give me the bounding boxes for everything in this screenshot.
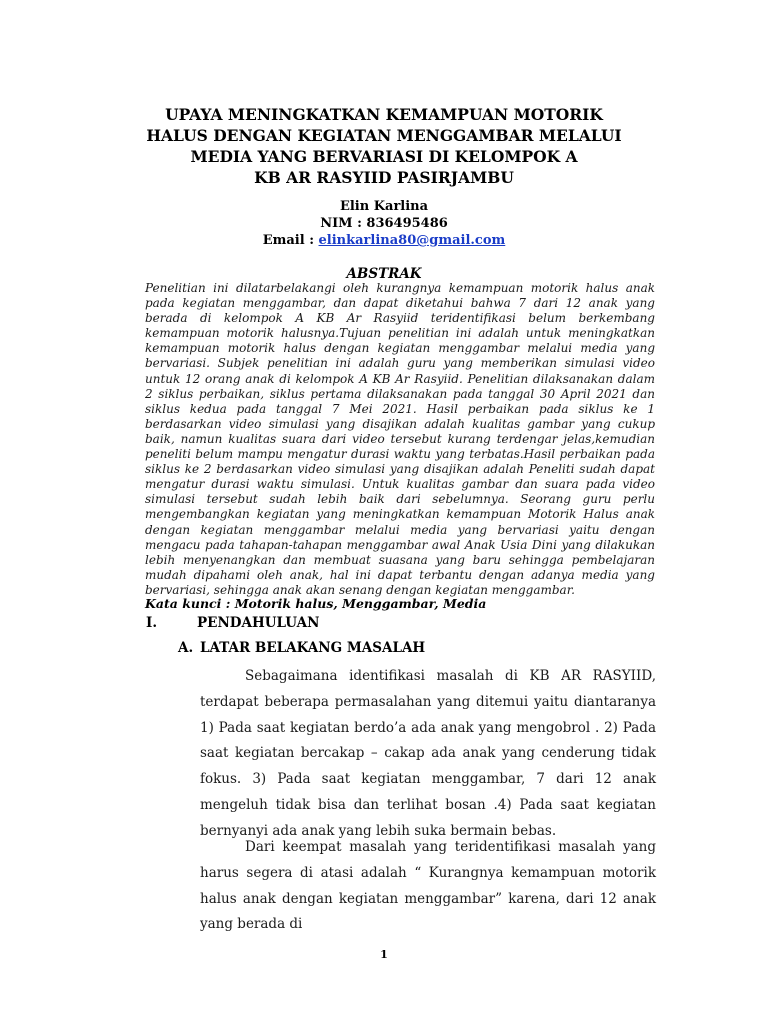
title-line-1: UPAYA MENINGKATKAN KEMAMPUAN MOTORIK — [165, 105, 603, 124]
section-number: I. — [146, 615, 158, 631]
title-line-2: HALUS DENGAN KEGIATAN MENGGAMBAR MELALUI — [146, 126, 622, 145]
author-nim: NIM : 836495486 — [320, 216, 448, 231]
abstract-body: Penelitian ini dilatarbelakangi oleh kurangnya kemampuan motorik halus anak pada kegiatan menggambar, dan dapat diketahui bahwa 7 dari 12 anak yang berada di kelompok A KB Ar Rasyiid teridentifikasi belum berkembang kemampuan motorik halusnya.Tujuan penelitian ini adalah untuk meningkatkan kemampuan motorik halus dengan kegiatan menggambar melalui media yang bervariasi. Subjek penelitian ini adalah guru yang memberikan simulasi video untuk 12 orang anak di kelompok A KB Ar Rasyiid. Penelitian dilaksanakan dalam 2 siklus perbaikan, siklus pertama dilaksanakan pada tanggal 30 April 2021 dan siklus kedua pada tanggal 7 Mei 2021. Hasil perbaikan pada siklus ke 1 berdasarkan video simulasi yang disajikan adalah kualitas gambar yang cukup baik, namun kualitas suara dari video tersebut kurang terdengar jelas,kemudian peneliti belum mampu mengatur durasi waktu yang terbatas.Hasil perbaikan pada siklus ke 2 berdasarkan video simulasi yang disajikan adalah Peneliti sudah dapat mengatur durasi waktu simulasi. Untuk kualitas gambar dan suara pada video simulasi tersebut sudah lebih baik dari sebelumnya. Seorang guru perlu mengembangkan kegiatan yang meningkatkan kemampuan Motorik Halus anak dengan kegiatan menggambar melalui media yang bervariasi yaitu dengan mengacu pada tahapan-tahapan menggambar awal Anak Usia Dini yang dilakukan lebih menyenangkan dan membuat suasana yang baru sehingga pembelajaran mudah dipahami oleh anak, hal ini dapat terbantu dengan adanya media yang bervariasi, sehingga anak akan senang dengan kegiatan menggambar. — [145, 281, 655, 597]
email-label: Email : — [262, 233, 319, 248]
author-email-line — [120, 232, 648, 249]
body-paragraph-1: Sebagaimana identifikasi masalah di KB AR RASYIID, terdapat beberapa permasalahan yang ditemui yaitu diantaranya 1) Pada saat kegiatan berdo’a ada anak yang mengobrol . 2) Pada saat kegiatan bercakap – cakap ada anak yang cenderung tidak fokus. 3) Pada saat kegiatan menggambar, 7 dari 12 anak mengeluh tidak bisa dan terlihat bosan .4) Pada saat kegiatan bernyanyi ada anak yang lebih suka bermain bebas. — [200, 668, 656, 839]
subsection-number: A. — [178, 640, 194, 656]
author-block — [120, 198, 648, 249]
section-title: PENDAHULUAN — [197, 615, 320, 631]
body-paragraph-2: Dari keempat masalah yang teridentifikasi masalah yang harus segera di atasi adalah “ Kurangnya kemampuan motorik halus anak dengan kegiatan menggambar” karena, dari 12 anak yang berada di — [200, 839, 656, 933]
title-line-4: KB AR RASYIID PASIRJAMBU — [254, 168, 514, 187]
abstract-heading: ABSTRAK — [346, 266, 422, 282]
subsection-title: LATAR BELAKANG MASALAH — [200, 640, 426, 656]
page-number: 1 — [380, 948, 388, 961]
email-link[interactable]: elinkarlina80@gmail.com — [318, 233, 506, 248]
author-name: Elin Karlina — [339, 199, 429, 214]
keywords: Kata kunci : Motorik halus, Menggambar, Media — [145, 596, 487, 611]
title-line-3: MEDIA YANG BERVARIASI DI KELOMPOK A — [190, 147, 578, 166]
paper-title — [120, 104, 648, 188]
